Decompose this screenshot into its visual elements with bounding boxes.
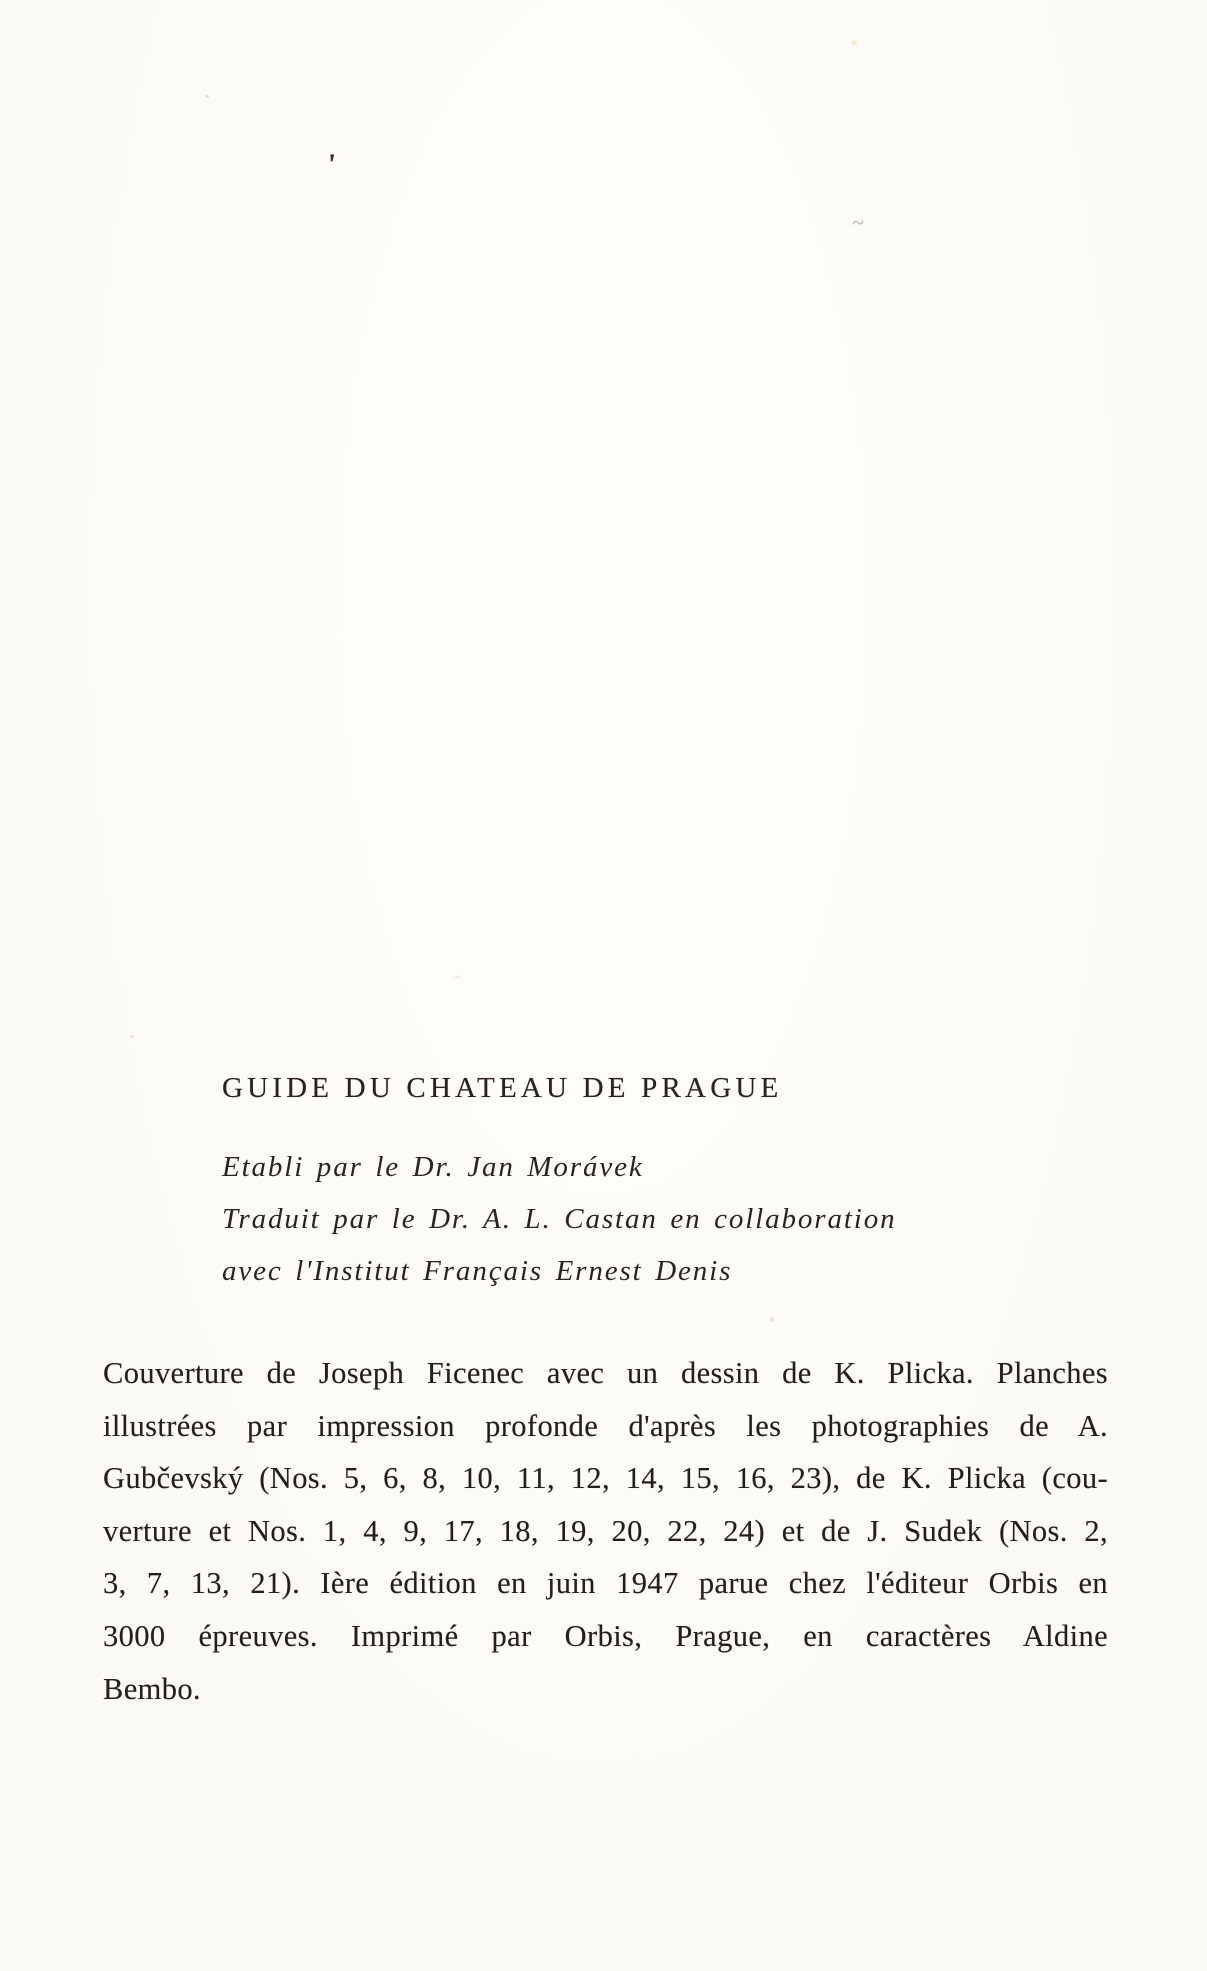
paper-speck xyxy=(455,975,460,979)
colophon-paragraph xyxy=(103,1347,1108,1715)
colophon-line: Gubčevský (Nos. 5, 6, 8, 10, 11, 12, 14, 15, 16, 23), de K. Plicka (cou- xyxy=(103,1461,1108,1496)
colophon-line: Bembo. xyxy=(103,1671,201,1706)
page-title: GUIDE DU CHATEAU DE PRAGUE xyxy=(222,1072,783,1104)
paper-speck xyxy=(205,95,209,98)
colophon-line: 3, 7, 13, 21). Ière édition en juin 1947 parue chez l'éditeur Orbis en xyxy=(103,1566,1108,1601)
ink-mark: ' xyxy=(325,147,338,182)
paper-speck xyxy=(130,1035,134,1038)
credit-line-translator: Traduit par le Dr. A. L. Castan en collaboration xyxy=(222,1203,897,1235)
paper-speck xyxy=(851,40,857,45)
credit-line-institute: avec l'Institut Français Ernest Denis xyxy=(222,1255,733,1287)
colophon-line: verture et Nos. 1, 4, 9, 17, 18, 19, 20, 22, 24) et de J. Sudek (Nos. 2, xyxy=(103,1513,1108,1548)
faint-pencil-mark: ~ xyxy=(852,210,864,235)
colophon-line: illustrées par impression profonde d'après les photographies de A. xyxy=(103,1408,1108,1443)
credits-block xyxy=(222,1141,1022,1297)
paper-speck xyxy=(770,1317,774,1322)
colophon-line: Couverture de Joseph Ficenec avec un dessin de K. Plicka. Planches xyxy=(103,1356,1108,1390)
colophon-line: 3000 épreuves. Imprimé par Orbis, Prague, en caractères Aldine xyxy=(103,1618,1108,1653)
credit-line-author: Etabli par le Dr. Jan Morávek xyxy=(222,1151,644,1183)
